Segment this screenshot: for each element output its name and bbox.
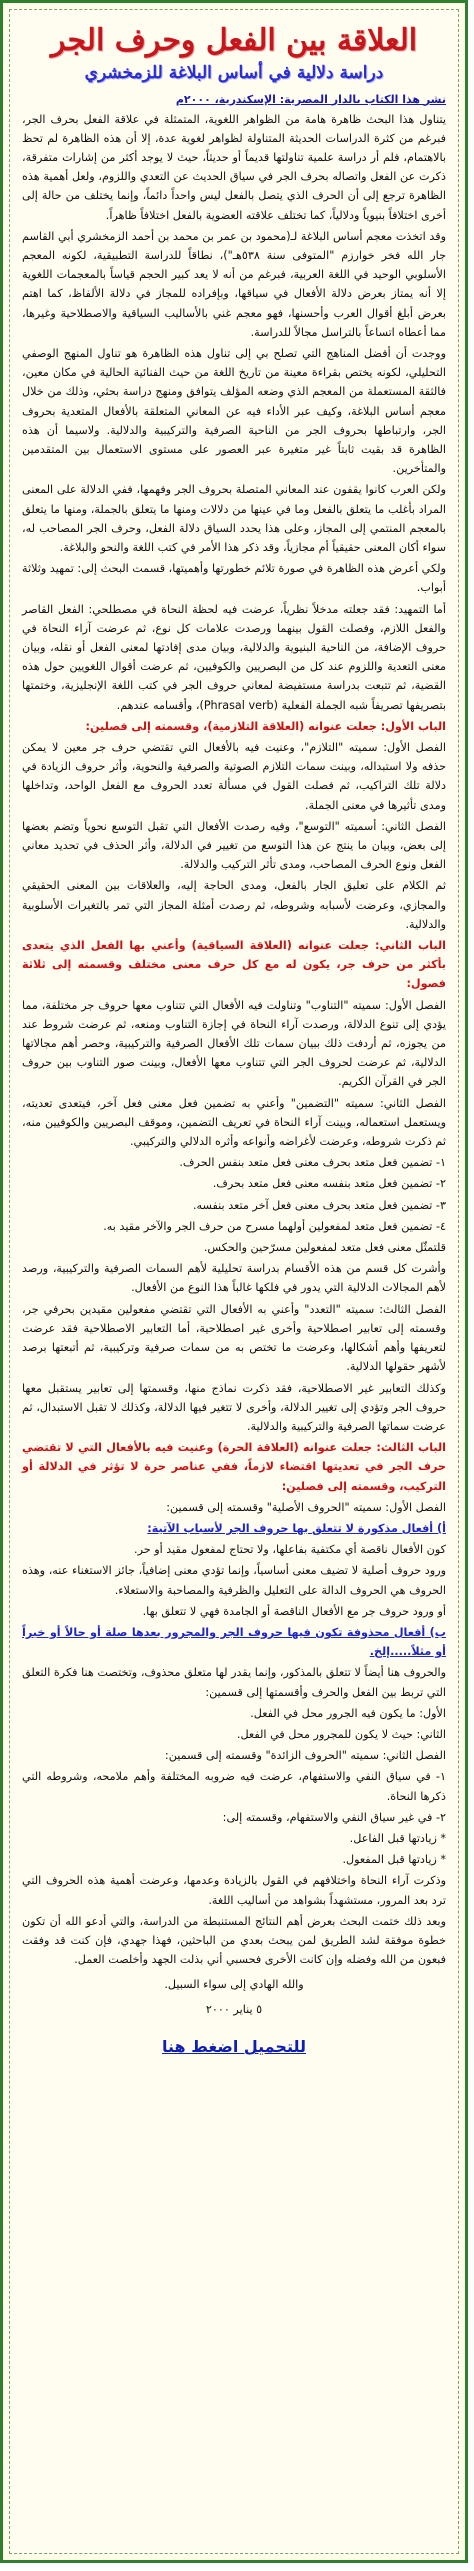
- chapter-3-subhead-b: ب) أفعال محذوفة تكون فيها حروف الجر والمجرور بعدها صلة أو حالاً أو خبراً أو مثلاً.....إلخ.: [22, 1625, 446, 1659]
- list-item: قلتمثّل معنى فعل متعد لمفعولين مسرّحين والحكس.: [203, 1241, 446, 1255]
- page-subtitle: دراسة دلالية في أساس البلاغة للزمخشري: [84, 62, 384, 83]
- intro-paragraph: وقد اتخذت معجم أساس البلاغة لـ(محمود بن عمر بن محمد بن أحمد الزمخشري أبي القاسم جار الله فخر خوارزم "المتوفى سنة ٥٣٨هـ")، نطاقاً للدراسة التطبيقية، لكونه المعجم الأسلوبي الوحيد في اللغة العربية، فبرغم من أنه لا يعد كبير الحجم قياساً بالمعجمات اللغوية إلا أنه يمتاز بعرض دلالة الأفعال في سياقها، وبإفراده للمجاز في دلالة الألفاظ، كما اهتم بعرض أبلغ أقوال العرب وأحسنها، فهو معجم غني بالأساليب السياقية والاصطلاحية وغيرها، مما أعطاه اتساعاً بالتراسل مجالاً للدراسة.: [22, 229, 446, 339]
- list-item: ٢- تضمين فعل متعد بنفسه معنى فعل متعد بحرف.: [212, 1177, 446, 1191]
- chapter-1-section-1: الفصل الأول: سميته "التلازم"، وعنيت فيه بالأفعال التي تقتضي حرف جر معين لا يمكن حذفه ولا استبداله، وبينت سمات التلازم الصوتية والصرفية والنحوية، وأثر حروف الزيادة في دلالة تلك التراكيب، ثم فصلت القول في مسألة تعدد الحروف مع الفعل الواحد، وتداخلها ومدى تأثيرها في معنى الجملة.: [22, 741, 446, 812]
- intro-paragraph: ووجدت أن أفضل المناهج التي تصلح بي إلى تناول هذه الظاهرة هو تناول المنهج الوصفي التحليلي، لكونه يختص بقراءة معينة من تاريخ اللغة من حيث الفنائية الحالية في مكان معين، فالثقة المستعملة من المعجم الذي وضعه المؤلف يتوافق ومنهج دراسة بحثي، وذلك من خلال معجم أساس البلاغة، وكيف عبر الأداء فيه عن المعاني المتعلقة بالأفعال المتعدية بحروف الجر، وارتباطها بحروف الجر من الناحية الصرفية والتركيبية والدلالية. ولاسيما أن هذه الظاهرة قد بقيت ثابتاً غير متغيرة عبر العصور على مستوى الاستعمال بين المتقدمين والمتأخرين.: [22, 346, 446, 476]
- chapter-3-title: الباب الثالث: جعلت عنوانه (العلاقة الحرة) وعنيت فيه بالأفعال التي لا تقتضي حرف الجر في تعديتها اقتضاء لازماً، ففي عناصر حرة لا تؤثر في الدلالة أو التركيب، وقسمته إلى فصلين:: [22, 1441, 446, 1493]
- chapter-3-subhead-a: أ) أفعال مذكورة لا تتعلق بها حروف الجر لأسباب الآتية:: [147, 1521, 446, 1535]
- list-item: * زيادتها قبل المفعول.: [342, 1853, 446, 1867]
- closing-prayer: والله الهادي إلى سواء السبيل.: [164, 1978, 304, 1992]
- list-item: الأول: ما يكون فيه الجرور محل في الفعل.: [250, 1706, 446, 1720]
- article-body: [9, 9, 459, 2554]
- closing-paragraph: وبعد ذلك ختمت البحث بعرض أهم النتائج المستنبطة من الدراسة، والتي أدعو الله أن تكون خطوة موفقة لشد الطريق لمن يبحث بعدي من الباحثين، فهذا جهدي، فإن كنت قد وفقت فبعون من الله وفضله وإن كانت الأخرى فحسبي أني بذلت الجهد وأخلصت العمل.: [22, 1914, 446, 1967]
- chapter-2-section-1: الفصل الأول: سميته "التناوب" وتناولت فيه الأفعال التي تتناوب معها حروف جر مختلفة، مما يؤدي إلى تنوع الدلالة، ورصدت آراء النحاة في إجازة التناوب ومنعه، ثم عرضت شروط عند من يجوزه، ثم أردفت ذلك ببيان سمات تلك الأفعال الصرفية والتركيبية، وحصر أهم مجالاتها الدلالية، ثم عرضت لحروف الجر التي تتناوب معها الأفعال، وبينت صور التناوب بين حروف الجر في القرآن الكريم.: [22, 998, 446, 1089]
- list-item: ١- تضمين فعل متعد بحرف معنى فعل متعد بنفس الحرف.: [179, 1156, 446, 1170]
- page-title: العلاقة بين الفعل وحرف الجر: [50, 23, 418, 58]
- chapter-1-section-2: الفصل الثاني: أسميته "التوسع"، وفيه رصدت الأفعال التي تقبل التوسع نحوياً وتضم بعضها إلى بعض، وبيان ما ينتج عن هذا التوسع من تغيير في الدلالة، وأثر الحذف في تحديد معاني الفعل ونوع الحرف المصاحب، ومدى تأثر التركيب والدلالة.: [22, 819, 446, 872]
- preface-paragraph: أما التمهيد: فقد جعلته مدخلاً نظرياً، عرضت فيه لحظة النحاة في مصطلحي: الفعل القاصر والفعل اللازم، وفصلت القول بينهما ورصدت علامات كل نوع، ثم عرضت آراء النحاة في حروف الإضافة، من الناحية البنيوية والدلالية، وبيان مدى إفادتها لمعنى الفعل أو نقله، وبيان معنى التعدية واللزوم عند كل من البصريين والكوفيين، ثم عرضت أقوال اللغويين حول هذه القضية، ثم تتبعت بدراسة مستفيضة لمعاني حروف الجر في كتب اللغة الإنجليزية، وختمتها بتصريفها تصريفاً شبه الجملة الفعلية (Phrasal verb)، وأقسامه عندهم.: [22, 602, 446, 712]
- intro-paragraph: ولكن العرب كانوا يقفون عند المعاني المتصلة بحروف الجر وفهمها، ففي الدلالة على المعنى المراد بأغلب ما يتعلق بالفعل وما في عينها من دلالات ومنها ما يتعلق بالجملة، ومنها ما يتعلق بالمعجم المنتمي إلى المجاز، وعلى هذا يحدد السياق دلالة الفعل، وحرف الجر المصاحب له، سواء أكان المعنى حقيقياً أم مجازياً، وقد ذكر هذا الأمر في كتب اللغة والنحو والبلاغة.: [22, 483, 446, 554]
- list-item: ٤- تضمين فعل متعد لمفعولين أولهما مسرح من حرف الجر والآخر مقيد به.: [103, 1219, 446, 1233]
- list-item: كون الأفعال ناقصة أي مكتفية بفاعلها، ولا تحتاج لمفعول مقيد أو حر.: [134, 1543, 446, 1557]
- list-item: ٣- تضمين فعل متعد بحرف معنى فعل آخر متعد بنفسه.: [192, 1198, 446, 1212]
- list-item: ٢- في غير سياق النفي والاستفهام، وقسمته إلى:: [222, 1810, 446, 1824]
- chapter-3-section-2: الفصل الثاني: سميته "الحروف الزائدة" وقسمته إلى قسمين:: [164, 1749, 446, 1763]
- chapter-2-title: الباب الثاني: جعلت عنوانه (العلاقة السياقية) وأعني بها الفعل الذي يتعدى بأكثر من حرف جر، يكون له مع كل حرف معنى مختلف وقسمته إلى ثلاثة فصول:: [22, 939, 446, 991]
- list-item: * زيادتها قبل الفاعل.: [349, 1831, 446, 1845]
- intro-paragraph: يتناول هذا البحث ظاهرة هامة من الظواهر اللغوية، المتمثلة في علاقة الفعل بحرف الجر، فبرغم من كثرة الدراسات الحديثة المتناولة لظواهر لغوية عدة، إلا أن هذه الظاهرة لم تحظ بالاهتمام، فلم أر دراسة علمية تناولتها قديماً أو حديثاً، حيث لا يوجد أكثر من إشارات متفرقة، ذكرت عن الفعل واتصاله بحرف الجر في سياق الحديث عن التعدي واللزوم، ولعل أهمية هذه الظاهرة ترجع إلى أن الحرف الذي يتصل بالفعل ليس واحداً دائماً، وإنما يختلف من حالة إلى أخرى اختلافاً بنيوياً ودلالياً، كما تختلف علاقته العضوية بالفعل اختلافاً ظاهراً.: [22, 112, 446, 222]
- chapter-2-section-2: الفصل الثاني: سميته "التضمين" وأعني به تضمين فعل معنى فعل آخر، فيتعدى تعديته، ويستعمل استعماله، وبينت آراء النحاة في تعريف التضمين، وموقف البصريين والكوفيين منه، ثم ذكرت شروطه، وعرضت لأغراضه وأنواعه وأثره الدلالي والتركيبي.: [22, 1096, 446, 1149]
- chapter-2-section-3: الفصل الثالث: سميته "التعدد" وأعني به الأفعال التي تقتضي مفعولين مقيدين بحرفي جر، وقسمته إلى تعابير اصطلاحية وأخرى غير اصطلاحية، أما التعابير الاصطلاحية فقد عرضت لتعريفها وأهم أشكالها، وعرضت ما تختص به من سمات صرفية وتركيبية، ثم أتبعتها برصد لأشهر حقولها الدلالية.: [22, 1302, 446, 1374]
- list-item: الثاني: حيث لا يكون للمجرور محل في الفعل.: [236, 1727, 446, 1741]
- download-link[interactable]: للتحميل اضغط هنا: [161, 2037, 307, 2057]
- intro-paragraph: ولكي أعرض هذه الظاهرة في صورة تلائم خطورتها وأهميتها، قسمت البحث إلى: تمهيد وثلاثة أبواب.: [22, 562, 446, 595]
- chapter-1-title: الباب الأول: جعلت عنوانه (العلاقة التلازمية)، وقسمته إلى فصلين:: [85, 719, 446, 733]
- publisher-note: نشر هذا الكتاب بالدار المصرية: الإسكندرية، ٢٠٠٠م: [175, 92, 446, 106]
- chapter-3-section-1: الفصل الأول: سميته "الحروف الأصلية" وقسمته إلى قسمين:: [166, 1500, 446, 1514]
- date-line: ٥ يناير ٢٠٠٠: [205, 2003, 263, 2017]
- chapter-2-section-3b: وكذلك التعابير غير الاصطلاحية، فقد ذكرت نماذج منها، وقسمتها إلى تعابير يستقبل معها حروف الجر وتؤدي إلى تغيير الدلالة، وأخرى لا تتغير فيها الدلالة، وكذلك لا تقبل الاستبدال، ثم عرضت سماتها الصرفية والتركيبية والدلالية.: [22, 1381, 446, 1433]
- chapter-2-section-2c: وأشرت كل قسم من هذه الأقسام بدراسة تحليلية لأهم السمات الصرفية والتركيبية، ورصد لأهم المجالات الدلالية التي يدور في فلكها غالباً هذا النوع من الأفعال.: [22, 1262, 446, 1295]
- chapter-1-section-2b: ثم الكلام على تعليق الجار بالفعل، ومدى الحاجة إليه، والعلاقات بين المعنى الحقيقي والمجازي، وعرضت لأسبابه وشروطه، ثم رصدت أمثلة المجاز التي تمر بالتغيرات الأسلوبية والدلالية.: [22, 879, 446, 931]
- chapter-3-section-3: وذكرت آراء النحاة واختلافهم في القول بالزيادة وعدمها، وعرضت أهمية هذه الحروف التي ترد بعد المرور، مستشهداً بشواهد من أساليب اللغة.: [22, 1874, 446, 1907]
- list-item: أو ورود حروف جر مع الأفعال الناقصة أو الجامدة فهي لا تتعلق بها.: [142, 1604, 446, 1618]
- list-item: ورود حروف أصلية لا تضيف معنى أساسياً، وإنما تؤدي معنى إضافياً، جائز الاستغناء عنه، وهذه الحروف هي الحروف الدالة على التعليل والظرفية والمصاحبة والاستعلاء.: [22, 1564, 446, 1597]
- chapter-3-section-1c: والحروف هنا أيضاً لا تتعلق بالمذكور، وإنما يقدر لها متعلق محذوف، وتختصت هنا فكرة التعلق التي تربط بين الفعل والحرف وأقسمتها إلى قسمين:: [22, 1666, 446, 1699]
- list-item: ١- في سياق النفي والاستفهام، عرضت فيه ضروبه المختلفة وأهم ملامحه، وشروطه التي ذكرها النحاة.: [22, 1770, 446, 1803]
